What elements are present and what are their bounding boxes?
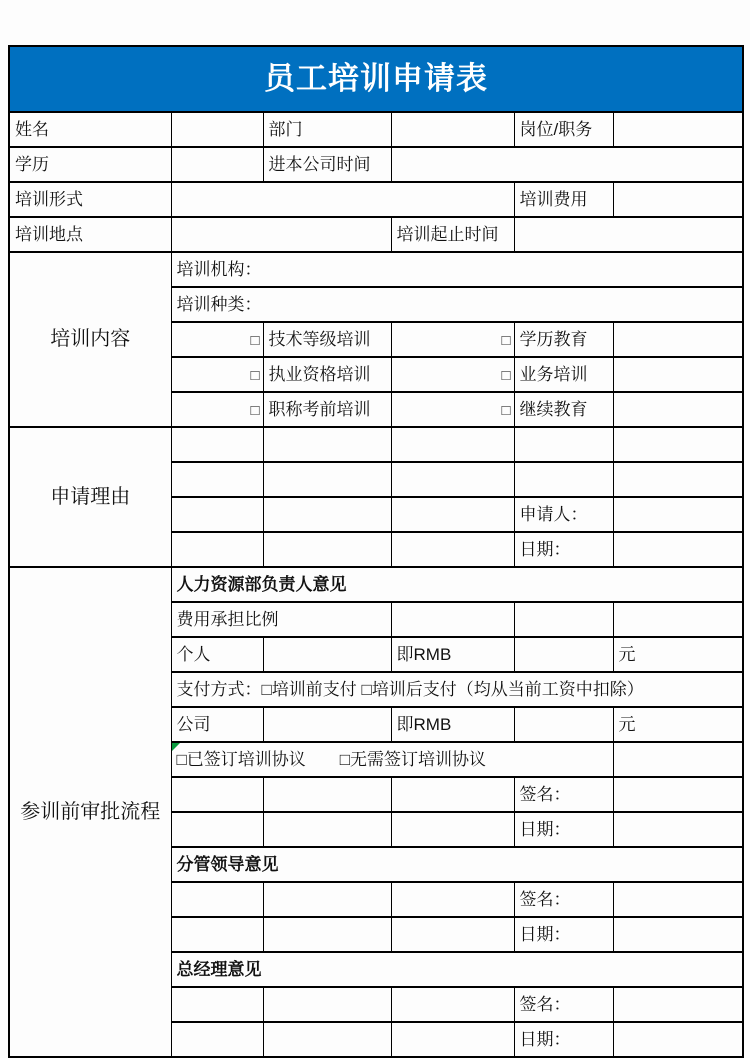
hr-date-input[interactable]	[613, 812, 743, 847]
leader-blank-cell[interactable]	[391, 917, 514, 952]
hr-date-label: 日期：	[514, 812, 613, 847]
reason-input-cell[interactable]	[171, 532, 263, 567]
gm-date-label: 日期：	[514, 1022, 613, 1057]
training-agency-label: 培训机构：	[176, 259, 262, 279]
name-label: 姓名	[9, 112, 171, 147]
option-tech-grade-label: 技术等级培训	[263, 322, 391, 357]
option-academic-label: 学历教育	[514, 322, 613, 357]
hr-sign-label: 签名：	[514, 777, 613, 812]
hr-sign-input[interactable]	[613, 777, 743, 812]
applicant-input[interactable]	[613, 497, 743, 532]
gm-blank-cell[interactable]	[391, 1022, 514, 1057]
cost-ratio-input[interactable]	[391, 602, 514, 637]
hr-blank-cell[interactable]	[391, 812, 514, 847]
reason-input-cell[interactable]	[514, 427, 613, 462]
gm-blank-cell[interactable]	[391, 987, 514, 1022]
reason-input-cell[interactable]	[613, 427, 743, 462]
option-tech-grade-checkbox-cell[interactable]	[171, 322, 263, 357]
reason-input-cell[interactable]	[263, 532, 391, 567]
department-label: 部门	[263, 112, 391, 147]
training-cost-label: 培训费用	[514, 182, 613, 217]
position-label: 岗位/职务	[514, 112, 613, 147]
hr-opinion-header: 人力资源部负责人意见	[171, 567, 743, 602]
reason-input-cell[interactable]	[171, 462, 263, 497]
agreement-row[interactable]	[171, 742, 613, 777]
leader-blank-cell[interactable]	[263, 917, 391, 952]
option-business-checkbox-cell[interactable]	[391, 357, 514, 392]
checkbox-icon[interactable]: □	[250, 331, 260, 349]
join-date-input[interactable]	[391, 147, 743, 182]
hr-blank-cell[interactable]	[171, 777, 263, 812]
training-cost-input[interactable]	[613, 182, 743, 217]
training-category-label: 培训种类：	[176, 294, 262, 314]
gm-date-input[interactable]	[613, 1022, 743, 1057]
personal-rmb-input[interactable]	[514, 637, 613, 672]
training-application-form	[8, 45, 744, 1058]
agreement-extra-cell[interactable]	[613, 742, 743, 777]
hr-blank-cell[interactable]	[391, 777, 514, 812]
checkbox-icon[interactable]: □	[250, 401, 260, 419]
education-label: 学历	[9, 147, 171, 182]
approval-section-label: 参训前审批流程	[9, 567, 171, 1057]
payment-method-row[interactable]: 支付方式：□培训前支付 □培训后支付（均从当前工资中扣除）	[171, 672, 743, 707]
training-agency-field[interactable]	[171, 252, 743, 287]
company-share-label: 公司	[171, 707, 263, 742]
form-title: 员工培训申请表	[9, 46, 743, 112]
reason-input-cell[interactable]	[391, 532, 514, 567]
reason-input-cell[interactable]	[263, 462, 391, 497]
gm-sign-label: 签名：	[514, 987, 613, 1022]
personal-yuan-label: 元	[613, 637, 743, 672]
cost-ratio-input[interactable]	[514, 602, 613, 637]
leader-blank-cell[interactable]	[171, 882, 263, 917]
option-continuing-checkbox-cell[interactable]	[391, 392, 514, 427]
personal-share-label: 个人	[171, 637, 263, 672]
leader-blank-cell[interactable]	[263, 882, 391, 917]
company-share-input[interactable]	[263, 707, 391, 742]
gm-opinion-header: 总经理意见	[171, 952, 743, 987]
checkbox-icon[interactable]: □	[501, 401, 511, 419]
leader-opinion-header: 分管领导意见	[171, 847, 743, 882]
reason-input-cell[interactable]	[514, 462, 613, 497]
gm-blank-cell[interactable]	[263, 1022, 391, 1057]
reason-input-cell[interactable]	[613, 462, 743, 497]
cost-ratio-label: 费用承担比例	[171, 602, 391, 637]
form-table	[8, 45, 744, 1058]
reason-input-cell[interactable]	[263, 497, 391, 532]
training-period-input[interactable]	[514, 217, 743, 252]
leader-date-input[interactable]	[613, 917, 743, 952]
gm-blank-cell[interactable]	[263, 987, 391, 1022]
training-period-label: 培训起止时间	[391, 217, 514, 252]
personal-share-input[interactable]	[263, 637, 391, 672]
training-place-label: 培训地点	[9, 217, 171, 252]
cost-ratio-input[interactable]	[613, 602, 743, 637]
checkbox-icon[interactable]: □	[501, 366, 511, 384]
reason-input-cell[interactable]	[171, 427, 263, 462]
leader-sign-label: 签名：	[514, 882, 613, 917]
option-continuing-label: 继续教育	[514, 392, 613, 427]
training-place-input[interactable]	[171, 217, 391, 252]
company-yuan-label: 元	[613, 707, 743, 742]
leader-date-label: 日期：	[514, 917, 613, 952]
hr-blank-cell[interactable]	[171, 812, 263, 847]
reason-input-cell[interactable]	[263, 427, 391, 462]
option-row-extra-cell[interactable]	[613, 322, 743, 357]
hr-blank-cell[interactable]	[263, 777, 391, 812]
company-rmb-label: 即RMB	[391, 707, 514, 742]
gm-sign-input[interactable]	[613, 987, 743, 1022]
personal-rmb-label: 即RMB	[391, 637, 514, 672]
reason-input-cell[interactable]	[391, 497, 514, 532]
application-date-label: 日期：	[514, 532, 613, 567]
option-row-extra-cell[interactable]	[613, 357, 743, 392]
option-qualification-checkbox-cell[interactable]	[171, 357, 263, 392]
option-title-exam-label: 职称考前培训	[263, 392, 391, 427]
checkbox-icon[interactable]: □	[501, 331, 511, 349]
option-qualification-label: 执业资格培训	[263, 357, 391, 392]
position-input[interactable]	[613, 112, 743, 147]
checkbox-icon[interactable]: □	[250, 366, 260, 384]
application-date-input[interactable]	[613, 532, 743, 567]
reason-input-cell[interactable]	[391, 462, 514, 497]
leader-blank-cell[interactable]	[171, 917, 263, 952]
option-title-exam-checkbox-cell[interactable]	[171, 392, 263, 427]
reason-input-cell[interactable]	[391, 427, 514, 462]
join-date-label: 进本公司时间	[263, 147, 391, 182]
leader-sign-input[interactable]	[613, 882, 743, 917]
gm-blank-cell[interactable]	[171, 1022, 263, 1057]
gm-blank-cell[interactable]	[171, 987, 263, 1022]
agreement-options-label: □已签订培训协议 □无需签订培训协议	[176, 749, 487, 769]
application-reason-section-label: 申请理由	[9, 427, 171, 567]
hr-blank-cell[interactable]	[263, 812, 391, 847]
cell-corner-indicator-icon	[172, 743, 180, 751]
option-business-label: 业务培训	[514, 357, 613, 392]
option-row-extra-cell[interactable]	[613, 392, 743, 427]
training-form-input[interactable]	[171, 182, 514, 217]
training-form-label: 培训形式	[9, 182, 171, 217]
applicant-label: 申请人：	[514, 497, 613, 532]
option-academic-checkbox-cell[interactable]	[391, 322, 514, 357]
training-category-field[interactable]	[171, 287, 743, 322]
reason-input-cell[interactable]	[171, 497, 263, 532]
education-input[interactable]	[171, 147, 263, 182]
name-input[interactable]	[171, 112, 263, 147]
leader-blank-cell[interactable]	[391, 882, 514, 917]
training-content-section-label: 培训内容	[9, 252, 171, 427]
department-input[interactable]	[391, 112, 514, 147]
company-rmb-input[interactable]	[514, 707, 613, 742]
